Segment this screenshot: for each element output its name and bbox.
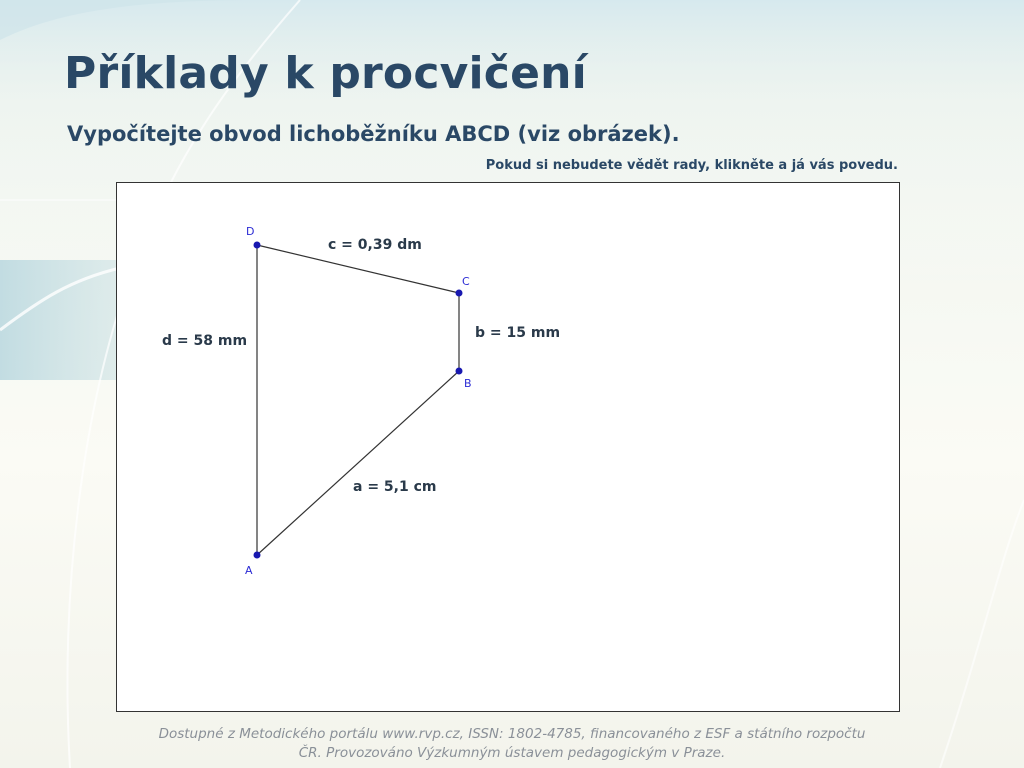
vertex-label-b: B <box>464 377 472 390</box>
vertex-label-a: A <box>245 564 253 577</box>
vertex-point-c[interactable] <box>456 290 463 297</box>
footer-line-1: Dostupné z Metodického portálu www.rvp.cz, ISSN: 1802-4785, financovaného z ESF a státního rozpočtu <box>158 726 866 742</box>
side-c-label: c = 0,39 dm <box>328 237 422 253</box>
side-b-label: b = 15 mm <box>475 325 561 341</box>
trapezoid-figure <box>116 182 900 712</box>
vertex-point-a[interactable] <box>254 552 261 559</box>
vertex-label-c: C <box>462 275 470 288</box>
side-a-line <box>257 371 459 555</box>
slide-title: Příklady k procvičení <box>64 48 587 99</box>
task-text: Vypočítejte obvod lichoběžníku ABCD (viz obrázek). <box>67 122 680 146</box>
vertex-label-d: D <box>246 225 255 238</box>
vertex-point-b[interactable] <box>456 368 463 375</box>
side-a-label: a = 5,1 cm <box>353 479 437 495</box>
footer-credits <box>0 725 1024 763</box>
vertex-point-d[interactable] <box>254 242 261 249</box>
side-d-label: d = 58 mm <box>162 333 248 349</box>
help-link[interactable]: Pokud si nebudete vědět rady, klikněte a já vás povedu. <box>485 158 898 173</box>
footer-line-2: ČR. Provozováno Výzkumným ústavem pedagogickým v Praze. <box>298 745 726 761</box>
trapezoid-diagram <box>117 183 899 711</box>
